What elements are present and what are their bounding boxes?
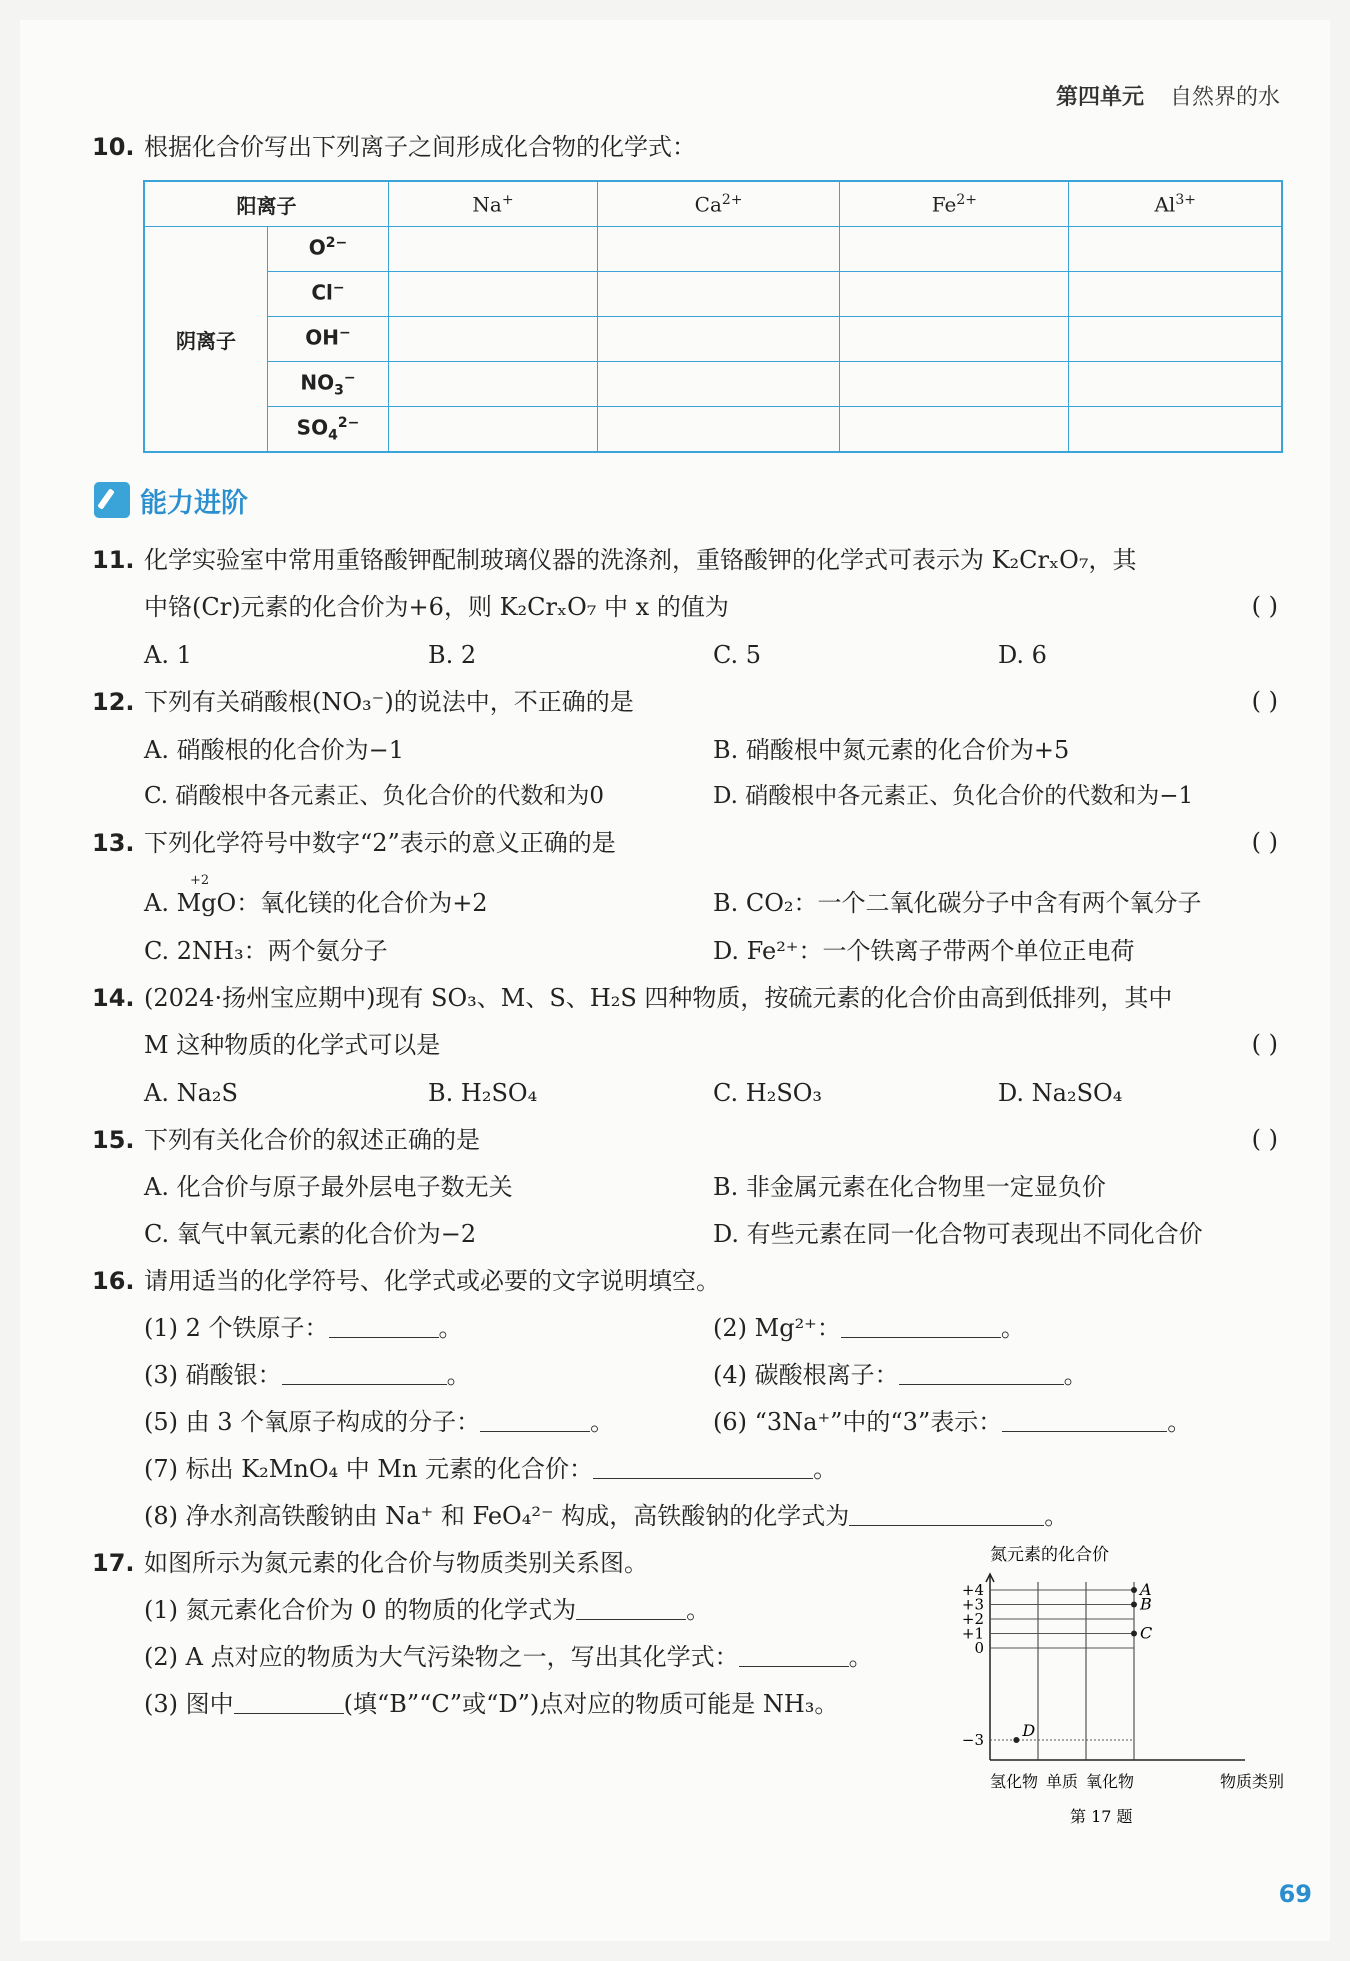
- point-label: D: [1022, 1721, 1036, 1740]
- answer-cell[interactable]: [389, 227, 598, 272]
- answer-cell[interactable]: [840, 272, 1069, 317]
- anion-cell: Cl−: [268, 272, 389, 317]
- question-17: 17. 如图所示为氮元素的化合价与物质类别关系图。: [92, 1549, 648, 1577]
- option-b[interactable]: B. 硝酸根中氮元素的化合价为+5: [713, 736, 1070, 764]
- anion-cell: $SO_4^{2-}$: [268, 407, 389, 453]
- answer-blank[interactable]: [739, 1644, 849, 1667]
- pencil-icon: [94, 482, 130, 518]
- running-header: 第四单元 自然界的水: [1055, 85, 1280, 110]
- answer-cell[interactable]: [597, 362, 839, 407]
- q16-item-3: (3) 硝酸银： 。: [144, 1361, 471, 1389]
- answer-blank[interactable]: [282, 1362, 447, 1385]
- section-heading: 能力进阶: [94, 480, 248, 520]
- q16-item-6: (6) “3Na⁺”中的“3”表示： 。: [713, 1408, 1192, 1436]
- q16-item-7: (7) 标出 K₂MnO₄ 中 Mn 元素的化合价： 。: [144, 1455, 838, 1483]
- anion-header: 阴离子: [144, 227, 268, 453]
- cation-cell: Na+: [389, 181, 598, 227]
- x-tick-label: 单质: [1045, 1772, 1079, 1791]
- cation-header: 阳离子: [144, 181, 389, 227]
- answer-blank[interactable]: [849, 1503, 1044, 1526]
- answer-blank[interactable]: [1002, 1409, 1167, 1432]
- cation-cell: $Fe^{2+}$: [840, 181, 1069, 227]
- option-c[interactable]: C. H₂SO₃: [713, 1079, 823, 1107]
- option-b[interactable]: B. CO₂：一个二氧化碳分子中含有两个氧分子: [713, 889, 1202, 917]
- point-label: A: [1140, 1580, 1152, 1599]
- point-label: C: [1140, 1623, 1153, 1643]
- option-a[interactable]: A. 1: [144, 641, 192, 669]
- point-label: B: [1140, 1594, 1152, 1614]
- question-13: 13. 下列化学符号中数字“2”表示的意义正确的是: [92, 829, 616, 857]
- x-tick-label: 氢化物: [989, 1772, 1039, 1791]
- option-c[interactable]: C. 2NH₃：两个氨分子: [144, 937, 388, 965]
- y-tick-label: 0: [974, 1639, 984, 1657]
- answer-blank[interactable]: [234, 1691, 344, 1714]
- answer-cell[interactable]: [597, 227, 839, 272]
- answer-cell[interactable]: [597, 407, 839, 453]
- answer-cell[interactable]: [389, 362, 598, 407]
- answer-bracket[interactable]: ( ): [1251, 1125, 1278, 1153]
- q16-item-4: (4) 碳酸根离子： 。: [713, 1361, 1088, 1389]
- data-point: [1013, 1737, 1019, 1743]
- y-tick-label: +4: [961, 1581, 984, 1599]
- option-b[interactable]: B. 非金属元素在化合物里一定显负价: [713, 1173, 1106, 1201]
- answer-cell[interactable]: [389, 407, 598, 453]
- anion-cell: OH−: [268, 317, 389, 362]
- y-tick-label: −3: [961, 1731, 984, 1749]
- y-tick-label: +1: [961, 1624, 984, 1643]
- question-12: 12. 下列有关硝酸根(NO₃⁻)的说法中，不正确的是: [92, 688, 634, 716]
- y-tick-label: +3: [961, 1595, 984, 1614]
- question-11: 11. 化学实验室中常用重铬酸钾配制玻璃仪器的洗涤剂，重铬酸钾的化学式可表示为 K₂CrₓO₇，其: [92, 546, 1137, 574]
- y-tick-label: +2: [961, 1610, 984, 1628]
- figure-caption: 第 17 题: [1070, 1807, 1133, 1826]
- q16-item-1: (1) 2 个铁原子： 。: [144, 1314, 463, 1342]
- option-c[interactable]: C. 硝酸根中各元素正、负化合价的代数和为0: [144, 783, 605, 809]
- option-a[interactable]: A. 化合价与原子最外层电子数无关: [144, 1173, 513, 1201]
- answer-bracket[interactable]: ( ): [1251, 687, 1278, 715]
- question-15: 15. 下列有关化合价的叙述正确的是: [92, 1126, 480, 1154]
- answer-cell[interactable]: [1069, 407, 1282, 453]
- x-tick-label: 氧化物: [1085, 1772, 1135, 1791]
- answer-cell[interactable]: [1069, 272, 1282, 317]
- option-a[interactable]: A. 硝酸根的化合价为−1: [144, 736, 404, 764]
- option-a[interactable]: A. Na₂S: [144, 1079, 238, 1107]
- option-d[interactable]: D. Fe²⁺：一个铁离子带两个单位正电荷: [713, 937, 1135, 965]
- answer-blank[interactable]: [899, 1362, 1064, 1385]
- ion-table: [143, 180, 1283, 453]
- q17-item-2: (2) A 点对应的物质为大气污染物之一，写出其化学式： 。: [144, 1643, 873, 1671]
- answer-bracket[interactable]: ( ): [1251, 1030, 1278, 1058]
- q17-item-3: (3) 图中 (填“B”“C”或“D”)点对应的物质可能是 NH₃。: [144, 1690, 839, 1718]
- answer-cell[interactable]: [1069, 227, 1282, 272]
- option-d[interactable]: D. 硝酸根中各元素正、负化合价的代数和为−1: [713, 783, 1194, 809]
- data-point: [1131, 1602, 1137, 1608]
- answer-cell[interactable]: [597, 317, 839, 362]
- answer-cell[interactable]: [389, 317, 598, 362]
- x-axis-label: 物质类别: [1220, 1772, 1285, 1791]
- answer-blank[interactable]: [329, 1315, 439, 1338]
- cation-cell: $Al^{3+}$: [1069, 181, 1282, 227]
- valence-mark: +2: [190, 873, 210, 888]
- option-c[interactable]: C. 5: [713, 641, 762, 669]
- option-b[interactable]: B. 2: [428, 641, 477, 669]
- q16-item-5: (5) 由 3 个氧原子构成的分子： 。: [144, 1408, 615, 1436]
- answer-blank[interactable]: [576, 1597, 686, 1620]
- question-10: 10. 根据化合价写出下列离子之间形成化合物的化学式：: [92, 133, 696, 161]
- answer-cell[interactable]: [840, 317, 1069, 362]
- option-d[interactable]: D. 有些元素在同一化合物可表现出不同化合价: [713, 1220, 1203, 1248]
- y-axis-label: 氮元素的化合价: [990, 1545, 1109, 1565]
- q16-item-8: (8) 净水剂高铁酸钠由 Na⁺ 和 FeO₄²⁻ 构成，高铁酸钠的化学式为 。: [144, 1502, 1069, 1530]
- answer-blank[interactable]: [841, 1315, 1001, 1338]
- page-number: 69: [1278, 1880, 1312, 1908]
- answer-cell[interactable]: [389, 272, 598, 317]
- question-14: 14. (2024·扬州宝应期中)现有 SO₃、M、S、H₂S 四种物质，按硫元素的化合价由高到低排列，其中: [92, 984, 1173, 1012]
- answer-bracket[interactable]: ( ): [1251, 828, 1278, 856]
- answer-blank[interactable]: [593, 1456, 813, 1479]
- question-11-line2: 中铬(Cr)元素的化合价为+6，则 K₂CrₓO₇ 中 x 的值为: [144, 593, 729, 621]
- option-d[interactable]: D. Na₂SO₄: [998, 1079, 1123, 1107]
- option-d[interactable]: D. 6: [998, 641, 1047, 669]
- option-c[interactable]: C. 氧气中氧元素的化合价为−2: [144, 1220, 477, 1248]
- data-point: [1131, 1587, 1137, 1593]
- answer-cell[interactable]: [840, 407, 1069, 453]
- q17-item-1: (1) 氮元素化合价为 0 的物质的化学式为 。: [144, 1596, 711, 1624]
- question-16: 16. 请用适当的化学符号、化学式或必要的文字说明填空。: [92, 1267, 720, 1295]
- option-b[interactable]: B. H₂SO₄: [428, 1079, 538, 1107]
- anion-cell: $O^{2-}$: [268, 227, 389, 272]
- cation-cell: $Ca^{2+}$: [597, 181, 839, 227]
- data-point: [1131, 1631, 1137, 1637]
- answer-cell[interactable]: [597, 272, 839, 317]
- anion-cell: $NO_3^-$: [268, 362, 389, 407]
- valence-category-chart: [950, 1542, 1300, 1827]
- answer-cell[interactable]: [840, 227, 1069, 272]
- answer-cell[interactable]: [1069, 362, 1282, 407]
- question-14-line2: M 这种物质的化学式可以是: [144, 1031, 441, 1059]
- q16-item-2: (2) Mg²⁺： 。: [713, 1314, 1025, 1342]
- option-a[interactable]: A. MgO：氧化镁的化合价为+2: [144, 889, 488, 917]
- answer-cell[interactable]: [840, 362, 1069, 407]
- answer-blank[interactable]: [480, 1409, 590, 1432]
- answer-cell[interactable]: [1069, 317, 1282, 362]
- answer-bracket[interactable]: ( ): [1251, 592, 1278, 620]
